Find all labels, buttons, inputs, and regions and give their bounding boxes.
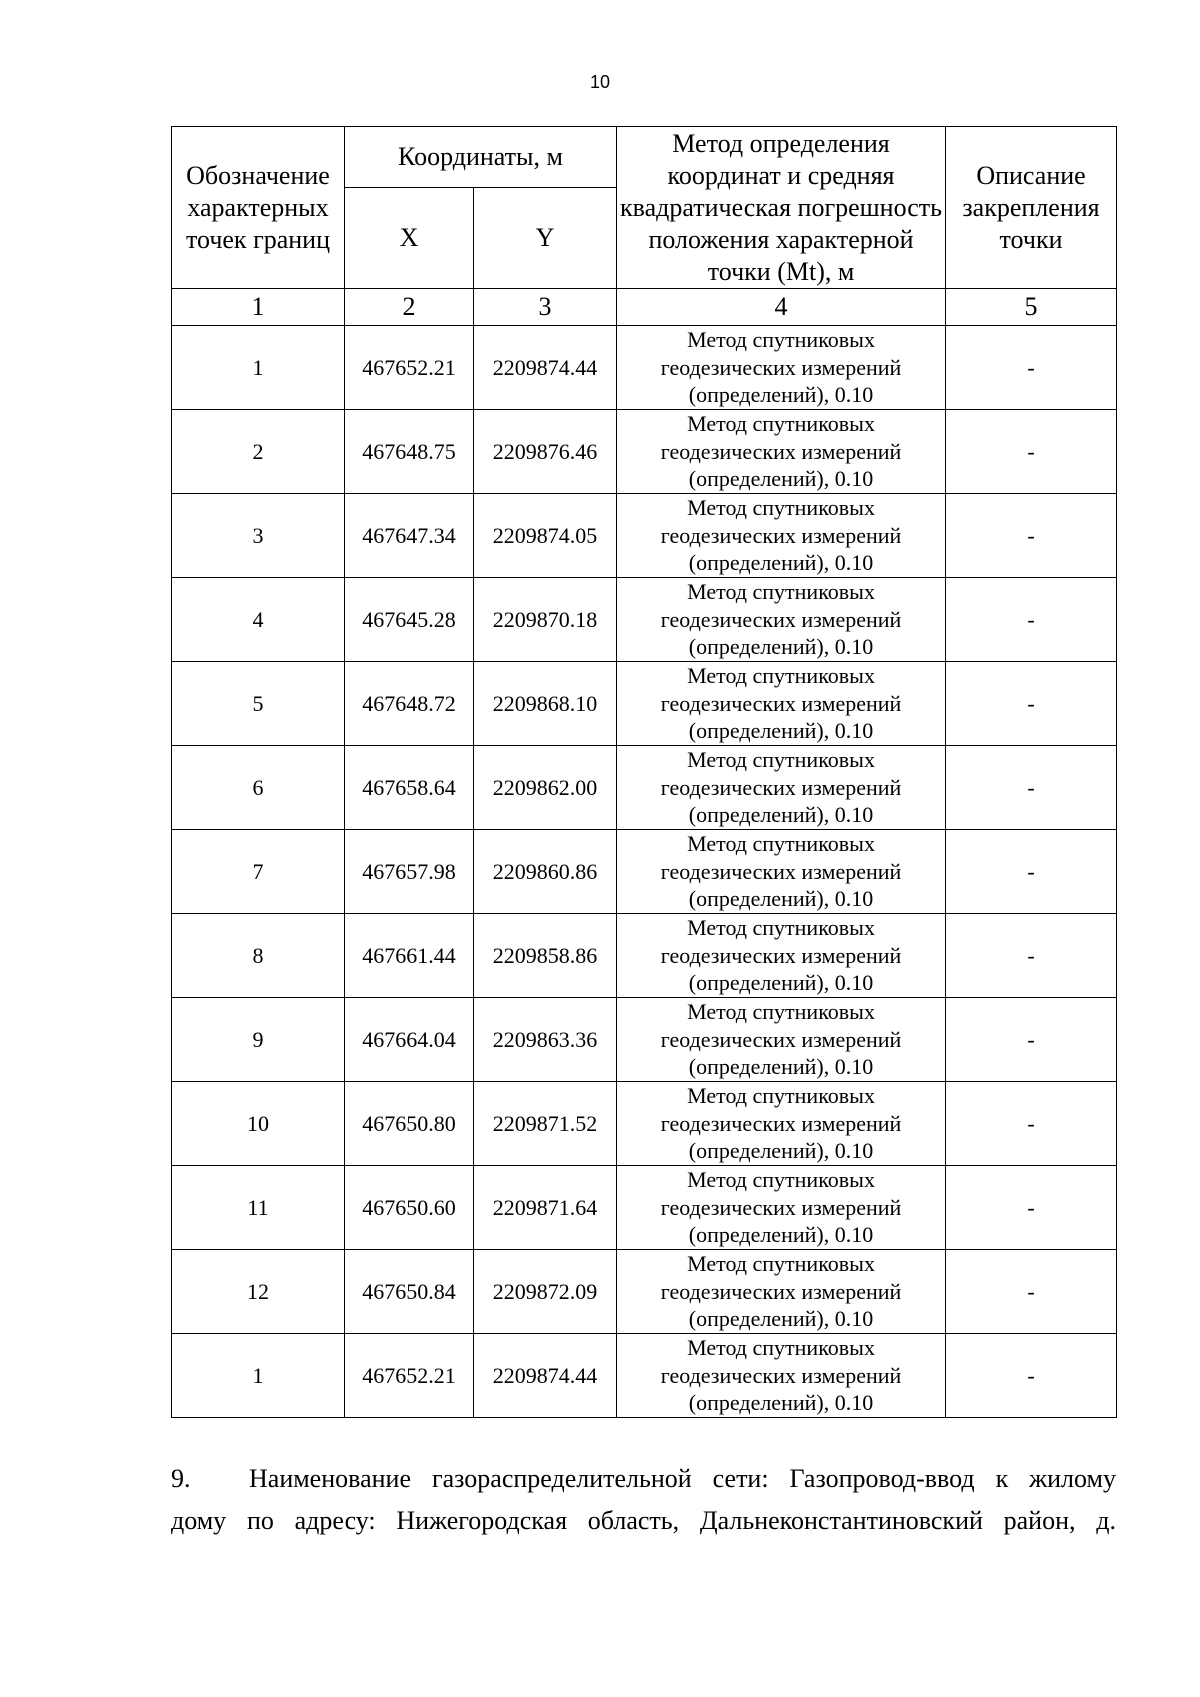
header-x: X xyxy=(345,188,474,289)
paragraph-text-1: Наименование газораспределительной сети: Газопровод-ввод к жилому xyxy=(249,1464,1116,1493)
description-cell: - xyxy=(946,662,1117,746)
point-cell: 12 xyxy=(172,1250,345,1334)
description-cell: - xyxy=(946,578,1117,662)
y-cell: 2209860.86 xyxy=(474,830,617,914)
column-number: 4 xyxy=(617,289,946,326)
description-cell: - xyxy=(946,998,1117,1082)
y-cell: 2209863.36 xyxy=(474,998,617,1082)
description-cell: - xyxy=(946,326,1117,410)
method-cell: Метод спутниковых геодезических измерений (определений), 0.10 xyxy=(617,1082,946,1166)
y-cell: 2209868.10 xyxy=(474,662,617,746)
table-row xyxy=(172,1250,1117,1334)
method-cell: Метод спутниковых геодезических измерений (определений), 0.10 xyxy=(617,1166,946,1250)
method-cell: Метод спутниковых геодезических измерений (определений), 0.10 xyxy=(617,830,946,914)
table-row xyxy=(172,578,1117,662)
x-cell: 467664.04 xyxy=(345,998,474,1082)
point-cell: 9 xyxy=(172,998,345,1082)
description-cell: - xyxy=(946,1166,1117,1250)
x-cell: 467652.21 xyxy=(345,1334,474,1418)
x-cell: 467648.75 xyxy=(345,410,474,494)
x-cell: 467650.80 xyxy=(345,1082,474,1166)
header-y: Y xyxy=(474,188,617,289)
table-row xyxy=(172,1334,1117,1418)
x-cell: 467648.72 xyxy=(345,662,474,746)
x-cell: 467647.34 xyxy=(345,494,474,578)
method-cell: Метод спутниковых геодезических измерений (определений), 0.10 xyxy=(617,662,946,746)
point-cell: 1 xyxy=(172,1334,345,1418)
y-cell: 2209872.09 xyxy=(474,1250,617,1334)
y-cell: 2209874.44 xyxy=(474,326,617,410)
column-number: 1 xyxy=(172,289,345,326)
x-cell: 467661.44 xyxy=(345,914,474,998)
column-number: 5 xyxy=(946,289,1117,326)
header-description: Описание закрепления точки xyxy=(946,127,1117,289)
page-number: 10 xyxy=(589,72,611,92)
y-cell: 2209876.46 xyxy=(474,410,617,494)
method-cell: Метод спутниковых геодезических измерений (определений), 0.10 xyxy=(617,578,946,662)
point-cell: 10 xyxy=(172,1082,345,1166)
method-cell: Метод спутниковых геодезических измерений (определений), 0.10 xyxy=(617,914,946,998)
x-cell: 467652.21 xyxy=(345,326,474,410)
table-row xyxy=(172,830,1117,914)
method-cell: Метод спутниковых геодезических измерений (определений), 0.10 xyxy=(617,326,946,410)
paragraph-line-2: дому по адресу: Нижегородская область, Дальнеконстантиновский район, д. xyxy=(171,1506,1116,1535)
description-cell: - xyxy=(946,410,1117,494)
method-cell: Метод спутниковых геодезических измерений (определений), 0.10 xyxy=(617,1334,946,1418)
paragraph-9 xyxy=(171,1458,1116,1542)
y-cell: 2209870.18 xyxy=(474,578,617,662)
method-cell: Метод спутниковых геодезических измерений (определений), 0.10 xyxy=(617,494,946,578)
point-cell: 6 xyxy=(172,746,345,830)
method-cell: Метод спутниковых геодезических измерений (определений), 0.10 xyxy=(617,410,946,494)
point-cell: 8 xyxy=(172,914,345,998)
x-cell: 467650.84 xyxy=(345,1250,474,1334)
table-row xyxy=(172,998,1117,1082)
description-cell: - xyxy=(946,1334,1117,1418)
paragraph-line-1 xyxy=(171,1458,1116,1500)
y-cell: 2209858.86 xyxy=(474,914,617,998)
column-number: 2 xyxy=(345,289,474,326)
description-cell: - xyxy=(946,1082,1117,1166)
table-row xyxy=(172,494,1117,578)
description-cell: - xyxy=(946,830,1117,914)
table-row xyxy=(172,1166,1117,1250)
method-cell: Метод спутниковых геодезических измерений (определений), 0.10 xyxy=(617,998,946,1082)
y-cell: 2209862.00 xyxy=(474,746,617,830)
header-coordinates: Координаты, м xyxy=(345,127,617,188)
table-row xyxy=(172,1082,1117,1166)
point-cell: 11 xyxy=(172,1166,345,1250)
description-cell: - xyxy=(946,494,1117,578)
description-cell: - xyxy=(946,746,1117,830)
y-cell: 2209874.44 xyxy=(474,1334,617,1418)
description-cell: - xyxy=(946,914,1117,998)
table-row xyxy=(172,410,1117,494)
table-row xyxy=(172,746,1117,830)
paragraph-number: 9. xyxy=(171,1464,191,1493)
x-cell: 467645.28 xyxy=(345,578,474,662)
method-cell: Метод спутниковых геодезических измерений (определений), 0.10 xyxy=(617,746,946,830)
method-cell: Метод спутниковых геодезических измерений (определений), 0.10 xyxy=(617,1250,946,1334)
point-cell: 1 xyxy=(172,326,345,410)
header-method: Метод определения координат и средняя квадратическая погрешность положения характерной точки (Mt), м xyxy=(617,127,946,289)
table-row xyxy=(172,914,1117,998)
x-cell: 467650.60 xyxy=(345,1166,474,1250)
description-cell: - xyxy=(946,1250,1117,1334)
table-row xyxy=(172,326,1117,410)
table-row xyxy=(172,662,1117,746)
point-cell: 7 xyxy=(172,830,345,914)
header-designation: Обозначение характерных точек границ xyxy=(172,127,345,289)
table-body xyxy=(172,326,1117,1418)
y-cell: 2209871.64 xyxy=(474,1166,617,1250)
point-cell: 3 xyxy=(172,494,345,578)
x-cell: 467657.98 xyxy=(345,830,474,914)
y-cell: 2209871.52 xyxy=(474,1082,617,1166)
point-cell: 2 xyxy=(172,410,345,494)
column-number: 3 xyxy=(474,289,617,326)
point-cell: 5 xyxy=(172,662,345,746)
coordinates-table xyxy=(171,126,1117,1418)
x-cell: 467658.64 xyxy=(345,746,474,830)
y-cell: 2209874.05 xyxy=(474,494,617,578)
point-cell: 4 xyxy=(172,578,345,662)
